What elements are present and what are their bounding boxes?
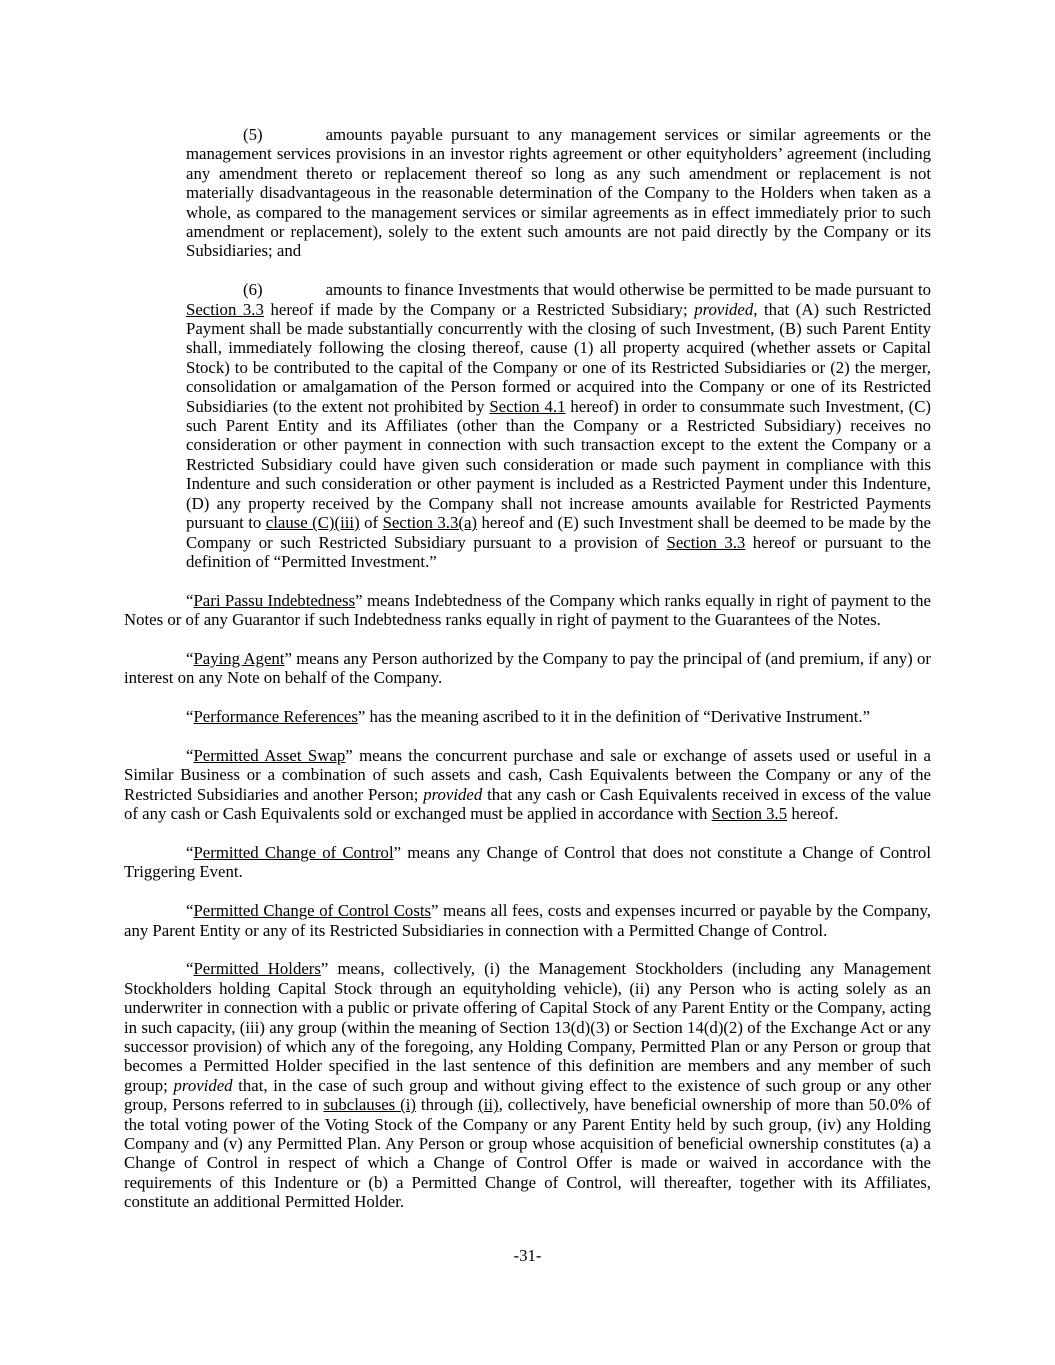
text-segment: “ (186, 901, 194, 921)
text-segment: that any cash or Cash Equivalents received in excess of the value of any cash or Cash Equivalents sold or exchanged must be applied in accordance with (124, 784, 931, 824)
text-segment: that, in the case of such group and without giving effect to the existence of such group or any other group, Persons referred to in (124, 1075, 931, 1115)
text-segment: ” means all fees, costs and expenses incurred or payable by the Company, any Parent Entity or any of its Restricted Subsidiaries in connection with a Permitted Change of Control. (124, 901, 931, 940)
text-segment: “ (186, 590, 194, 610)
text-segment: (6) (243, 280, 263, 300)
text-segment: ” has the meaning ascribed to it in the definition of “Derivative Instrument.” (357, 707, 871, 727)
text-segment: Section 4.1 (489, 396, 566, 416)
text-segment: “ (186, 959, 194, 979)
text-segment: “ (186, 745, 194, 765)
text-segment: provided (173, 1075, 233, 1095)
text-segment: Permitted Asset Swap (193, 745, 346, 765)
text-segment: , collectively, have beneficial ownership of more than 50.0% of the total voting power of the Voting Stock of the Company or any Parent Entity held by such group, (iv) any Holding Company and (v) any Permitted Plan. Any Person or group whose acquisition of beneficial ownership constitutes (a) a Change of Control in respect of which a Change of Control Offer is made or waived in accordance with the requirements of this Indenture or (b) a Permitted Change of Control, will thereafter, together with its Affiliates, constitute an additional Permitted Holder. (124, 1095, 931, 1212)
paragraph-def-permitted-change-of-control (124, 843, 931, 882)
text-segment: Section 3.5 (711, 804, 788, 824)
paragraph-item-6 (186, 280, 931, 571)
text-segment: Paying Agent (193, 648, 285, 668)
text-segment: clause (C)(iii) (265, 513, 360, 533)
paragraph-def-permitted-holders (124, 959, 931, 1211)
text-segment: “ (186, 648, 194, 668)
text-segment: amounts payable pursuant to any management services or similar agreements or the management services provisions in an investor rights agreement or other equityholders’ agreement (including any amendment thereto or replacement thereof so long as any such amendment or replacement is not materially disadvantageous in the reasonable determination of the Company to the Holders when taken as a whole, as compared to the management services or similar agreements as in effect immediately prior to such amendment or replacement), solely to the extent such amounts are not paid directly by the Company or its Subsidiaries; and (186, 125, 931, 261)
paragraph-def-pari-passu-indebtedness (124, 591, 931, 630)
text-segment: Section 3.3 (666, 532, 746, 552)
text-segment: Permitted Change of Control (193, 842, 394, 862)
text-segment: ” means the concurrent purchase and sale or exchange of assets used or useful in a Similar Business or a combination of such assets and cash, Cash Equivalents between the Company or any of the Restricted Subsidiaries and another Person; (124, 745, 931, 804)
paragraph-def-permitted-asset-swap (124, 746, 931, 824)
page-footer (0, 1246, 1055, 1265)
text-segment: Permitted Holders (193, 959, 321, 979)
text-segment: hereof. (787, 804, 839, 824)
text-segment: ” means Indebtedness of the Company which ranks equally in right of payment to the Notes or of any Guarantor if such Indebtedness ranks equally in right of payment to the Guarantees of the Notes. (124, 590, 932, 630)
text-segment: subclauses (i) (323, 1095, 416, 1115)
text-segment: Section 3.3(a) (382, 513, 477, 533)
text-segment: of (359, 513, 383, 533)
text-segment: Pari Passu Indebtedness (193, 590, 356, 610)
text-segment: (5) (243, 125, 263, 144)
paragraph-def-performance-references (124, 707, 931, 726)
text-segment: hereof and (E) such Investment shall be deemed to be made by the Company or such Restricted Subsidiary pursuant to a provision of (186, 513, 931, 552)
text-segment: “ (186, 842, 194, 862)
text-segment: Section 3.3 (186, 299, 264, 319)
text-segment: hereof or pursuant to the definition of “Permitted Investment.” (186, 532, 931, 571)
paragraph-def-permitted-change-of-control-costs (124, 901, 931, 940)
paragraph-def-paying-agent (124, 649, 931, 688)
text-segment: ” means any Change of Control that does not constitute a Change of Control Triggering Event. (124, 842, 931, 882)
text-segment: ” means any Person authorized by the Company to pay the principal of (and premium, if any) or interest on any Note on behalf of the Company. (124, 648, 931, 688)
page-number: -31- (513, 1246, 542, 1265)
text-segment: hereof if made by the Company or a Restricted Subsidiary; (263, 299, 695, 319)
text-segment: hereof) in order to consummate such Investment, (C) such Parent Entity and its Affiliates (other than the Company or a Restricted Subsidiary) receives no consideration or other payment in connection with such transaction except to the extent the Company or a Restricted Subsidiary could have given such consideration or made such payment in compliance with this Indenture and such consideration or other payment is included as a Restricted Payment under this Indenture, (D) any property received by the Company shall not increase amounts available for Restricted Payments pursuant to (186, 396, 931, 533)
text-segment: provided (694, 299, 754, 319)
text-segment: ” means, collectively, (i) the Management Stockholders (including any Management Stockholders holding Capital Stock through an equityholding vehicle), (ii) any Person who is acting solely as an underwriter in connection with a public or private offering of Capital Stock of any Parent Entity or the Company, acting in such capacity, (iii) any group (within the meaning of Section 13(d)(3) or Section 14(d)(2) of the Exchange Act or any successor provision) of which any of the foregoing, any Holding Company, Permitted Plan or any Person or group that becomes a Permitted Holder specified in the last sentence of this definition are members and any member of such group; (124, 959, 931, 1095)
text-segment: , that (A) such Restricted Payment shall be made substantially concurrently with the closing of such Investment, (B) such Parent Entity shall, immediately following the closing thereof, cause (1) all property acquired (whether assets or Capital Stock) to be contributed to the capital of the Company or one of its Restricted Subsidiaries or (2) the merger, consolidation or amalgamation of the Person formed or acquired into the Company or one of its Restricted Subsidiaries (to the extent not prohibited by (186, 299, 932, 416)
text-segment: (ii) (478, 1095, 499, 1115)
text-segment: amounts to finance Investments that would otherwise be permitted to be made pursuant to (325, 280, 931, 300)
paragraph-item-5 (186, 125, 931, 261)
document-body (124, 125, 931, 1231)
text-segment: “ (186, 707, 194, 727)
text-segment: Permitted Change of Control Costs (193, 901, 432, 921)
text-segment: through (415, 1095, 479, 1115)
text-segment: provided (423, 784, 483, 804)
text-segment: Performance References (193, 707, 358, 727)
